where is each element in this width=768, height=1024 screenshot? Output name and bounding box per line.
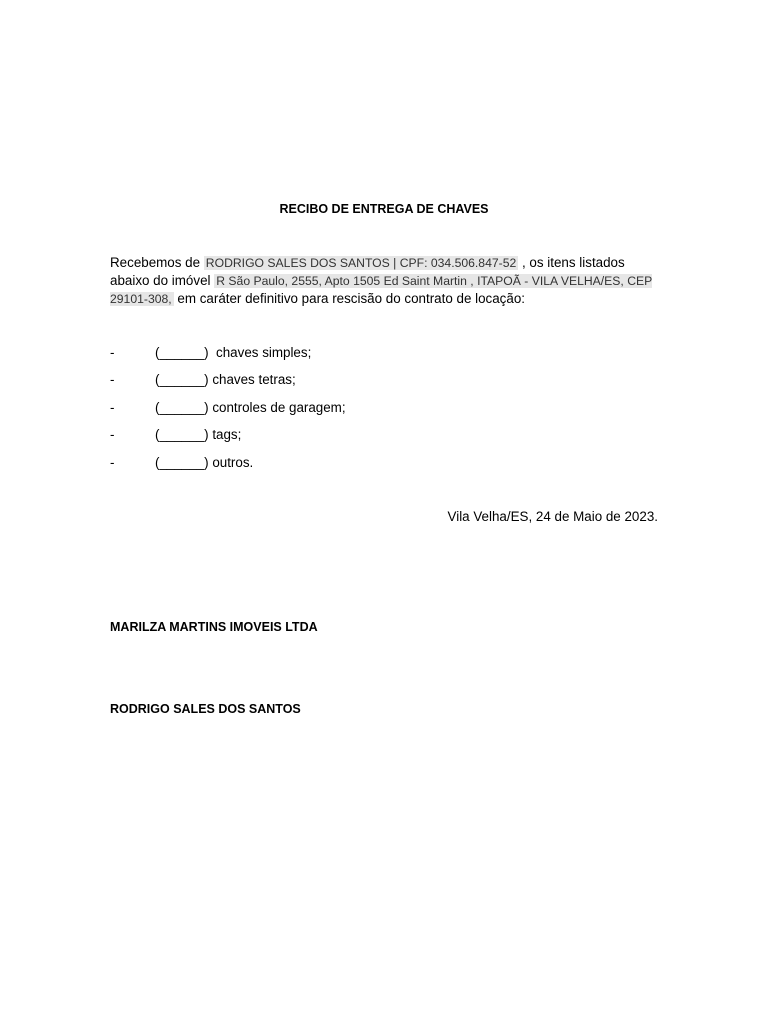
list-bullet: - — [110, 372, 115, 388]
list-item — [110, 426, 658, 453]
item-text: (______) outros. — [155, 454, 254, 470]
item-text: (______) chaves simples; — [155, 345, 312, 360]
intro-text-start: Recebemos de — [110, 255, 204, 270]
receipt-paragraph — [110, 254, 660, 308]
items-list — [110, 344, 658, 481]
list-bullet: - — [110, 345, 115, 360]
list-bullet: - — [110, 399, 115, 415]
list-item — [110, 399, 658, 426]
item-text: (______) chaves tetras; — [155, 372, 296, 388]
list-bullet: - — [110, 427, 115, 443]
tenant-signature-name: RODRIGO SALES DOS SANTOS — [110, 702, 301, 716]
tenant-field: RODRIGO SALES DOS SANTOS | CPF: 034.506.847-52 — [205, 256, 517, 270]
list-item — [110, 344, 658, 371]
item-text: (______) controles de garagem; — [155, 399, 346, 415]
company-signature-name: MARILZA MARTINS IMOVEIS LTDA — [110, 620, 318, 634]
address-field: R São Paulo, 2555, Apto 1505 Ed Saint Martin , ITAPOÃ - VILA VELHA/ES, CEP 29101-308, — [110, 274, 653, 306]
intro-text-middle: , os itens listados abaixo do imóvel — [110, 255, 625, 288]
date-line: Vila Velha/ES, 24 de Maio de 2023. — [447, 509, 658, 524]
list-bullet: - — [110, 454, 115, 470]
item-text: (______) tags; — [155, 427, 242, 443]
intro-text-end: em caráter definitivo para rescisão do contrato de locação: — [173, 291, 525, 306]
list-item — [110, 454, 658, 481]
list-item — [110, 371, 658, 398]
document-title: RECIBO DE ENTREGA DE CHAVES — [279, 202, 489, 216]
